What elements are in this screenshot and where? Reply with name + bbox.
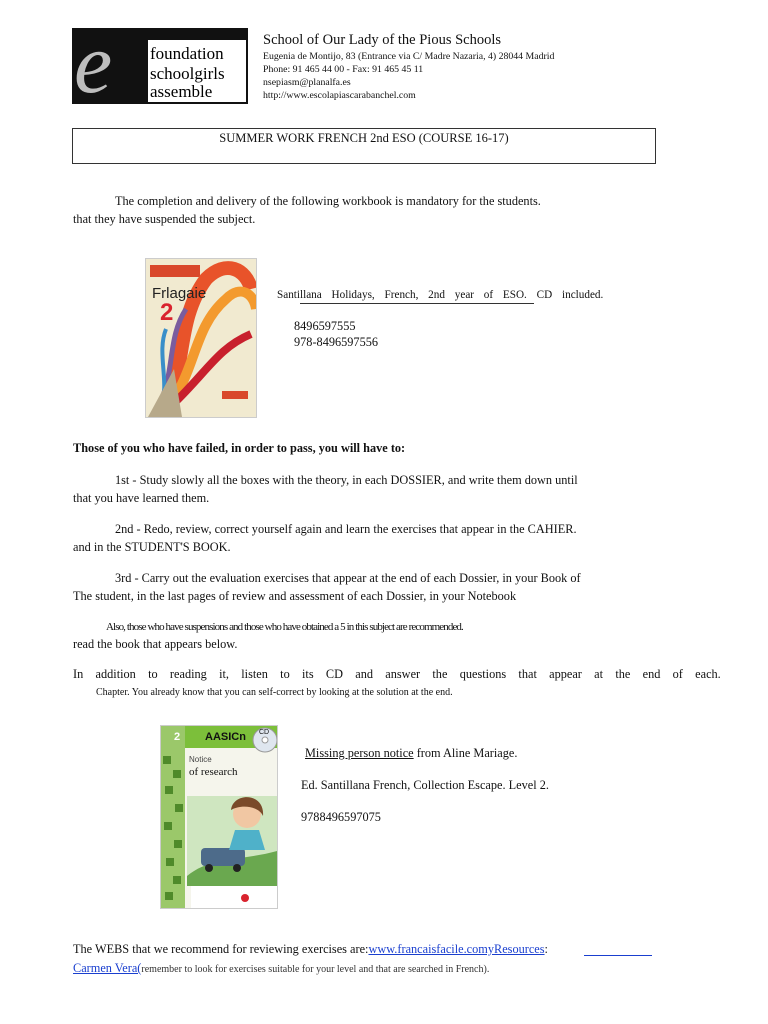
book-cover-title: Frlagaie (152, 285, 207, 302)
book2-cover-badge: AASICn (205, 731, 246, 743)
logo-line-1: foundation (150, 44, 224, 63)
webs-prefix: The WEBS that we recommend for reviewing exercises are: (73, 942, 369, 956)
step-3-line-2: The student, in the last pages of review and assessment of each Dossier, in your Notebook (73, 589, 517, 603)
webs-link-carmen-vera[interactable]: Carmen Vera( (73, 961, 142, 975)
document-title-box (72, 128, 656, 164)
webs-line (73, 941, 548, 958)
book2-title (305, 745, 517, 762)
school-name: School of Our Lady of the Pious Schools (263, 32, 502, 48)
book2-cover-number: 2 (174, 731, 181, 743)
book-cover-number: 2 (160, 299, 174, 326)
reading-line-2: Chapter. You already know that you can self-correct by looking at the solution at the end. (96, 687, 453, 698)
book-cover-french-holidays (145, 258, 257, 418)
reading-line-1: In addition to reading it, listen to its CD and answer the questions that appear at the end of each. (73, 667, 721, 681)
book1-underline (300, 303, 534, 304)
book2-isbn: 9788496597075 (301, 810, 381, 824)
school-phone: Phone: 91 465 44 00 - Fax: 91 465 45 11 (263, 64, 424, 75)
webs-link-francaisfacile[interactable]: www.francaisfacile.comyResources (368, 942, 545, 956)
step-2-line-1: 2nd - Redo, review, correct yourself again and learn the exercises that appear in the CAHIER. (115, 522, 577, 536)
book2-title-underlined: Missing person notice (305, 746, 414, 760)
webs-separator: : (544, 942, 548, 956)
webs-line-2 (73, 960, 489, 978)
book1-description: Santillana Holidays, French, 2nd year of ESO. CD included. (277, 289, 604, 301)
school-logo (72, 28, 248, 104)
school-email[interactable]: nsepiasm@planalfa.es (263, 77, 351, 88)
book2-cover-cd: CD (259, 729, 270, 736)
intro-line-2: that they have suspended the subject. (73, 212, 256, 226)
book1-isbn10: 8496597555 (294, 319, 356, 333)
school-website[interactable]: http://www.escolapiascarabanchel.com (263, 90, 416, 101)
book2-publisher: Ed. Santillana French, Collection Escape. Level 2. (301, 778, 549, 792)
book2-title-rest: from Aline Mariage. (413, 746, 518, 760)
book-cover-missing-person (160, 725, 278, 909)
logo-line-3: assemble (150, 82, 213, 101)
logo-line-2: schoolgirls (150, 64, 225, 83)
document-title: SUMMER WORK FRENCH 2nd ESO (COURSE 16-17) (219, 131, 509, 145)
step-1-line-1: 1st - Study slowly all the boxes with the theory, in each DOSSIER, and write them down until (115, 473, 578, 487)
book-cover-art (146, 259, 256, 417)
failed-heading: Those of you who have failed, in order to pass, you will have to: (73, 441, 406, 455)
book2-cover-notice: Notice (189, 755, 212, 764)
book2-cover-subtitle: of research (189, 766, 238, 778)
step-3-line-1: 3rd - Carry out the evaluation exercises that appear at the end of each Dossier, in your Book of (115, 571, 581, 585)
book1-isbn13: 978-8496597556 (294, 335, 379, 349)
webs-link-underline-blank (584, 955, 652, 956)
webs-suffix: remember to look for exercises suitable for your level and that are searched in French). (141, 964, 490, 975)
step-2-line-2: and in the STUDENT'S BOOK. (73, 540, 231, 554)
intro-line-1: The completion and delivery of the following workbook is mandatory for the students. (115, 194, 541, 208)
school-address: Eugenia de Montijo, 83 (Entrance via C/ Madre Nazaria, 4) 28044 Madrid (263, 51, 555, 62)
book2-cover-art (161, 726, 277, 908)
logo-letter: e (74, 28, 113, 104)
recommend-line-2: read the book that appears below. (73, 637, 238, 651)
recommend-line-1: Also, those who have suspensions and those who have obtained a 5 in this subject are recommended. (106, 621, 463, 633)
step-1-line-2: that you have learned them. (73, 491, 210, 505)
